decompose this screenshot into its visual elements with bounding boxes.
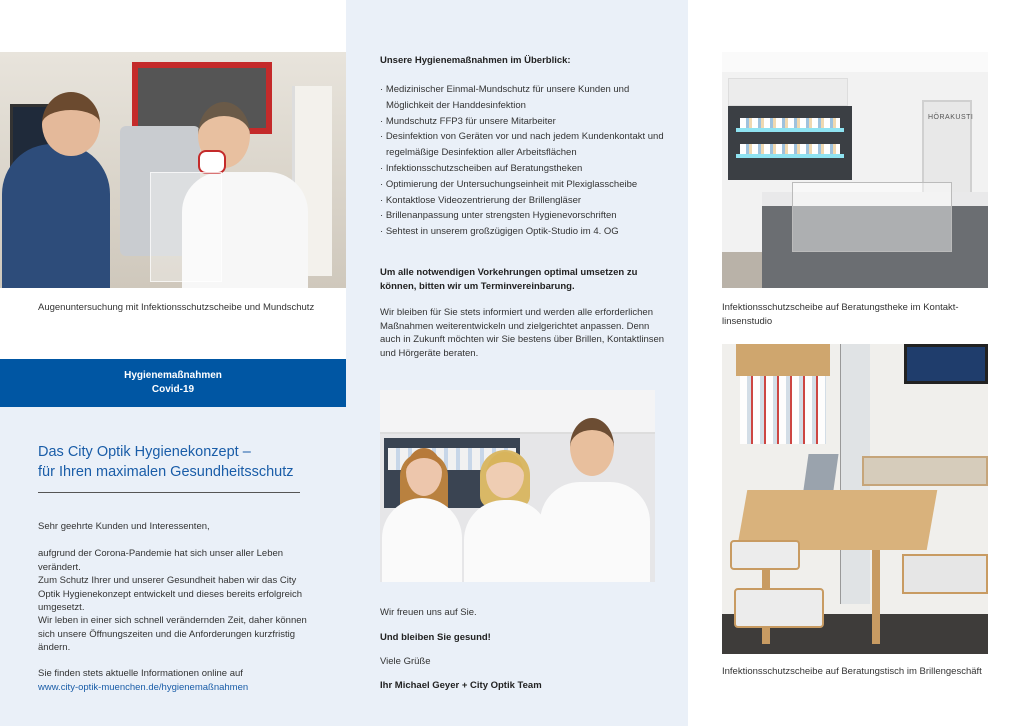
closing-line-2: Und bleiben Sie gesund!	[380, 632, 491, 643]
letter-salutation: Sehr geehrte Kunden und Interessenten,	[38, 521, 210, 532]
list-item: · Infektionsschutzscheiben auf Beratungstheken	[380, 161, 670, 177]
concept-title	[38, 442, 308, 482]
signature: Ihr Michael Geyer + City Optik Team	[380, 680, 542, 691]
eye-exam-photo	[0, 52, 346, 288]
banner-title: Hygienemaßnahmen	[124, 370, 222, 381]
list-item: · Sehtest in unserem großzügigen Optik-Studio im 4. OG	[380, 224, 670, 240]
info-paragraph: Wir bleiben für Sie stets informiert und werden alle erforderlichen Maßnahmen weiterentwickeln und zielgerichtet anpassen. Denn auch in Zukunft möchten wir Sie bestens über Brillen, Kontaktlinsen und Hörgeräte beraten.	[380, 307, 665, 359]
list-item: · Brillenanpassung unter strengsten Hygienevorschriften	[380, 208, 670, 224]
contact-lens-studio-photo	[722, 52, 988, 288]
closing-greeting: Viele Grüße	[380, 656, 431, 667]
letter-paragraph-1: aufgrund der Corona-Pandemie hat sich unser aller Leben verändert.	[38, 548, 284, 573]
appointment-note: Um alle notwendigen Vorkehrungen optimal umsetzen zu können, bitten wir um Terminvereinbarung.	[380, 267, 638, 292]
eye-exam-caption: Augenuntersuchung mit Infektionsschutzscheibe und Mundschutz	[38, 302, 315, 313]
list-item: · Desinfektion von Geräten vor und nach jedem Kundenkontakt und regelmäßige Desinfektion aller Arbeitsflächen	[380, 129, 670, 161]
contact-studio-caption: Infektionsschutzscheibe auf Beratungstheke im Kontaktlinsenstudio	[722, 302, 959, 327]
letter-paragraph-2: Zum Schutz Ihrer und unserer Gesundheit haben wir das City Optik Hygienekonzept entwickelt und dieses bereits erfolgreich umgesetzt.	[38, 575, 303, 613]
hoerakustik-sign: HÖRAKUSTI	[928, 114, 974, 121]
measures-list	[380, 82, 670, 240]
overview-heading: Unsere Hygienemaßnahmen im Überblick:	[380, 55, 571, 66]
banner-subtitle: Covid-19	[151, 384, 195, 395]
letter-paragraph-4: Sie finden stets aktuelle Informationen online auf	[38, 668, 243, 679]
team-photo	[380, 390, 655, 582]
covid-banner	[0, 359, 346, 407]
letter-paragraph-3: Wir leben in einer sich schnell verändernden Zeit, daher können sich unsere Öffnungszeiten und die Anforderungen kurzfristig ändern.	[38, 615, 307, 653]
concept-title-line1: Das City Optik Hygienekonzept –	[38, 444, 251, 460]
website-link[interactable]: www.city-optik-muenchen.de/hygienemaßnahmen	[38, 682, 249, 693]
list-item: · Medizinischer Einmal-Mundschutz für unsere Kunden und Möglichkeit der Handdesinfektion	[380, 82, 670, 114]
glasses-shop-desk-photo	[722, 344, 988, 654]
list-item: · Optimierung der Untersuchungseinheit mit Plexiglasscheibe	[380, 177, 670, 193]
glasses-desk-caption: Infektionsschutzscheibe auf Beratungstisch im Brillengeschäft	[722, 666, 982, 677]
concept-title-line2: für Ihren maximalen Gesundheitsschutz	[38, 464, 294, 480]
list-item: · Mundschutz FFP3 für unsere Mitarbeiter	[380, 114, 670, 130]
list-item: · Kontaktlose Videozentrierung der Brillengläser	[380, 193, 670, 209]
title-divider	[38, 492, 300, 493]
closing-line-1: Wir freuen uns auf Sie.	[380, 607, 477, 618]
